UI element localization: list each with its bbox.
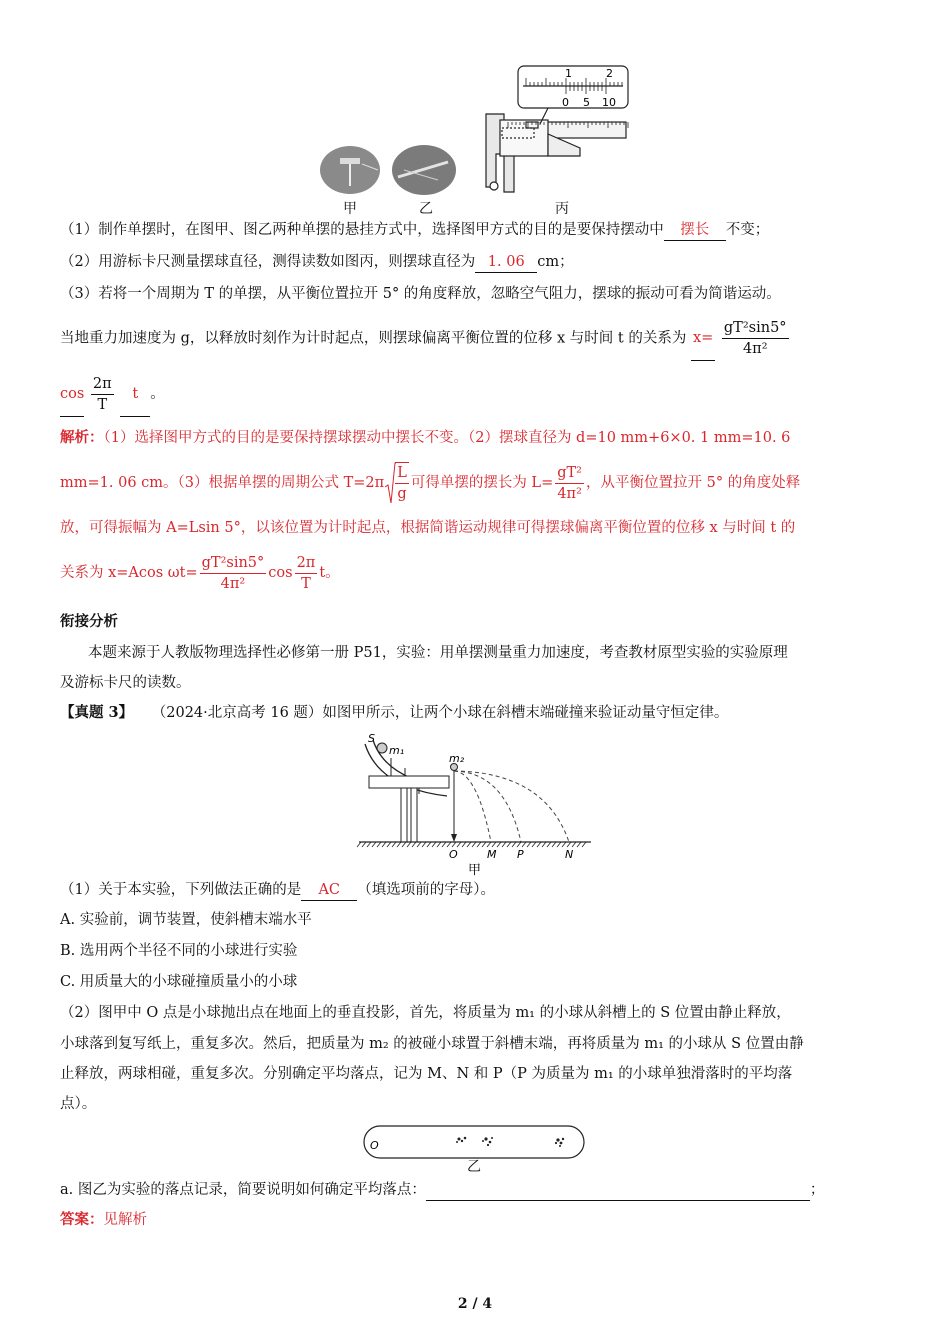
ground-hatch-line	[492, 842, 496, 847]
ground-hatch-line	[542, 842, 546, 847]
q2-answer-1: 摆长	[680, 222, 710, 238]
q3-option-c: C. 用质量大的小球碰撞质量小的小球	[60, 974, 298, 990]
q3-option-b: B. 选用两个半径不同的小球进行实验	[60, 943, 298, 959]
figure-pendulum-caliper	[318, 62, 638, 217]
ground-hatch-line	[452, 842, 456, 847]
q3-part2-line3: 止释放，两球相碰，重复多次。分别确定平均落点，记为 M、N 和 P（P 为质量为 m₁ 的小球单独滑落时的平均落	[60, 1066, 793, 1082]
answer-text: 见解析	[103, 1212, 147, 1228]
ground-hatch-line	[482, 842, 486, 847]
ground-hatch-line	[522, 842, 526, 847]
q3-intro: 【真题 3】 （2024·北京高考 16 题）如图甲所示，让两个小球在斜槽末端碰撞来验证动量守恒定律。	[60, 704, 729, 721]
q2-answer-3: x= $\frac{\text{gT²sin5°}}{\text{4π²}}$	[691, 316, 791, 361]
label-P: P	[517, 848, 524, 861]
scale-main-2: 2	[606, 67, 613, 80]
ground-hatch-line	[372, 842, 376, 847]
q3-part-a: a. 图乙为实验的落点记录，简要说明如何确定平均落点： ；	[60, 1180, 895, 1201]
q2-part3-line2: 当地重力加速度为 g，以释放时刻作为计时起点，则摆球偏离平衡位置的位移 x 与时间 t 的关系为 x= $\frac{\text{gT²sin5°}}{\text{4π²}}$	[60, 316, 895, 361]
ground-hatch-line	[572, 842, 576, 847]
q3-answer-a-blank	[426, 1180, 810, 1201]
analysis-line4: 关系为 x=Acos ωt= $\frac{\text{gT²sin5°}}{\text{4π²}}$ cos $\frac{2\pi}{T}$ t。	[60, 554, 340, 592]
label-S: S	[368, 732, 375, 745]
q3-part2-line4: 点）。	[60, 1096, 97, 1112]
ground-hatch-line	[362, 842, 366, 847]
ground-hatch-line	[407, 842, 411, 847]
ground-hatch-line	[557, 842, 561, 847]
q2-part2: （2）用游标卡尺测量摆球直径，测得读数如图丙，则摆球直径为 1. 06 cm；	[60, 252, 895, 273]
bridge-line2: 及游标卡尺的读数。	[60, 675, 191, 691]
ground-hatch-line	[462, 842, 466, 847]
scale-vernier-0: 0	[562, 96, 569, 109]
q2-answer-2: 1. 06	[487, 254, 525, 270]
label-O-fig2: O	[370, 1139, 379, 1152]
q3-answer-1: AC	[318, 882, 341, 898]
ground-hatch-line	[467, 842, 471, 847]
ground-hatch-line	[512, 842, 516, 847]
ground-hatch-line	[527, 842, 531, 847]
ground-hatch-line	[582, 842, 586, 847]
answer-label: 答案：	[60, 1211, 104, 1228]
ground-hatch-line	[487, 842, 491, 847]
ground-hatch-line	[552, 842, 556, 847]
scale-main-1: 1	[565, 67, 572, 80]
ground-hatch-line	[382, 842, 386, 847]
analysis-line2: mm=1. 06 cm。（3）根据单摆的周期公式 T=2π $\frac{L}{g}$ 可得单摆的摆长为 L= $\frac{\text{gT²}}{\text{4π²}}$ ，从平衡位置拉开 5° 的角度处释	[60, 458, 895, 508]
label-M: M	[487, 848, 497, 861]
q3-part2-line1: （2）图甲中 O 点是小球抛出点在地面上的垂直投影，首先，将质量为 m₁ 的小球从斜槽上的 S 位置由静止释放，	[60, 1005, 791, 1021]
caption-jia: 甲	[343, 201, 357, 217]
ground-hatch-line	[402, 842, 406, 847]
ground-hatch-line	[517, 842, 521, 847]
label-m1: m₁	[389, 744, 405, 757]
ground-hatch-line	[502, 842, 506, 847]
ground-hatch-line	[367, 842, 371, 847]
ground-hatch-line	[577, 842, 581, 847]
ground-hatch-line	[422, 842, 426, 847]
q3-answer	[60, 1210, 895, 1230]
page-number: 2 / 4	[457, 1296, 493, 1312]
ground-hatch-line	[477, 842, 481, 847]
ground-hatch-line	[532, 842, 536, 847]
analysis-line3: 放，可得振幅为 A=Lsin 5°，以该位置为计时起点，根据简谐运动规律可得摆球偏离平衡位置的位移 x 与时间 t 的	[60, 520, 796, 536]
ground-hatch-line	[397, 842, 401, 847]
ground-hatch-line	[547, 842, 551, 847]
bridge-line1: 本题来源于人教版物理选择性必修第一册 P51，实验：用单摆测量重力加速度，考查教材原型实验的实验原理	[88, 645, 788, 661]
ground-hatch-line	[472, 842, 476, 847]
ground-hatch-line	[442, 842, 446, 847]
ground-hatch-line	[412, 842, 416, 847]
q2-part3-line1: （3）若将一个周期为 T 的单摆，从平衡位置拉开 5° 的角度释放，忽略空气阻力，摆球的振动可看为简谐运动。	[60, 286, 781, 302]
ground-hatch-line	[387, 842, 391, 847]
ground-hatch-line	[417, 842, 421, 847]
scale-vernier-10: 10	[602, 96, 616, 109]
analysis-line1: 解析：（1）选择图甲方式的目的是要保持摆球摆动中摆长不变。（2）摆球直径为 d=10 mm+6×0. 1 mm=10. 6	[60, 429, 791, 446]
ground-hatch-line	[507, 842, 511, 847]
ground-hatch-line	[567, 842, 571, 847]
ground-hatch-line	[447, 842, 451, 847]
ground-hatch-line	[537, 842, 541, 847]
caption-bing: 丙	[555, 201, 569, 217]
figure-collision-apparatus	[355, 728, 595, 876]
label-O: O	[449, 848, 458, 861]
q2-part1: （1）制作单摆时，在图甲、图乙两种单摆的悬挂方式中，选择图甲方式的目的是要保持摆动中 摆长 不变；	[60, 220, 895, 241]
q3-part1: （1）关于本实验，下列做法正确的是 AC （填选项前的字母）。	[60, 880, 895, 901]
ground-hatch-line	[497, 842, 501, 847]
ground-hatch-line	[437, 842, 441, 847]
ground-hatch-line	[562, 842, 566, 847]
vernier-caliper	[486, 66, 628, 192]
ground-hatch-line	[357, 842, 361, 847]
ground-hatch-line	[377, 842, 381, 847]
q3-part2-line2: 小球落到复写纸上，重复多次。然后，把质量为 m₂ 的被碰小球置于斜槽末端，再将质量为 m₁ 的小球从 S 位置由静	[60, 1036, 804, 1052]
caption-yi-q3: 乙	[467, 1159, 481, 1175]
label-N: N	[565, 848, 574, 861]
analysis-label: 解析：	[60, 429, 104, 446]
bridge-title: 衔接分析	[60, 613, 118, 630]
ground-hatch-line	[392, 842, 396, 847]
caption-jia-q3: 甲	[468, 863, 482, 876]
pendulum-caliper-drawing	[318, 62, 638, 217]
caption-yi: 乙	[419, 201, 433, 217]
collision-apparatus-drawing	[355, 728, 595, 876]
q3-tag: 【真题 3】	[60, 704, 134, 721]
ground-hatch-line	[457, 842, 461, 847]
label-m2: m₂	[449, 752, 465, 765]
q3-option-a: A. 实验前，调节装置，使斜槽末端水平	[60, 912, 312, 928]
q2-part3-line3: cos $\frac{2\pi}{T}$ t 。	[60, 372, 895, 417]
ground-hatch-line	[432, 842, 436, 847]
ground-hatch	[357, 842, 586, 847]
scale-vernier-5: 5	[583, 96, 590, 109]
ground-hatch-line	[427, 842, 431, 847]
